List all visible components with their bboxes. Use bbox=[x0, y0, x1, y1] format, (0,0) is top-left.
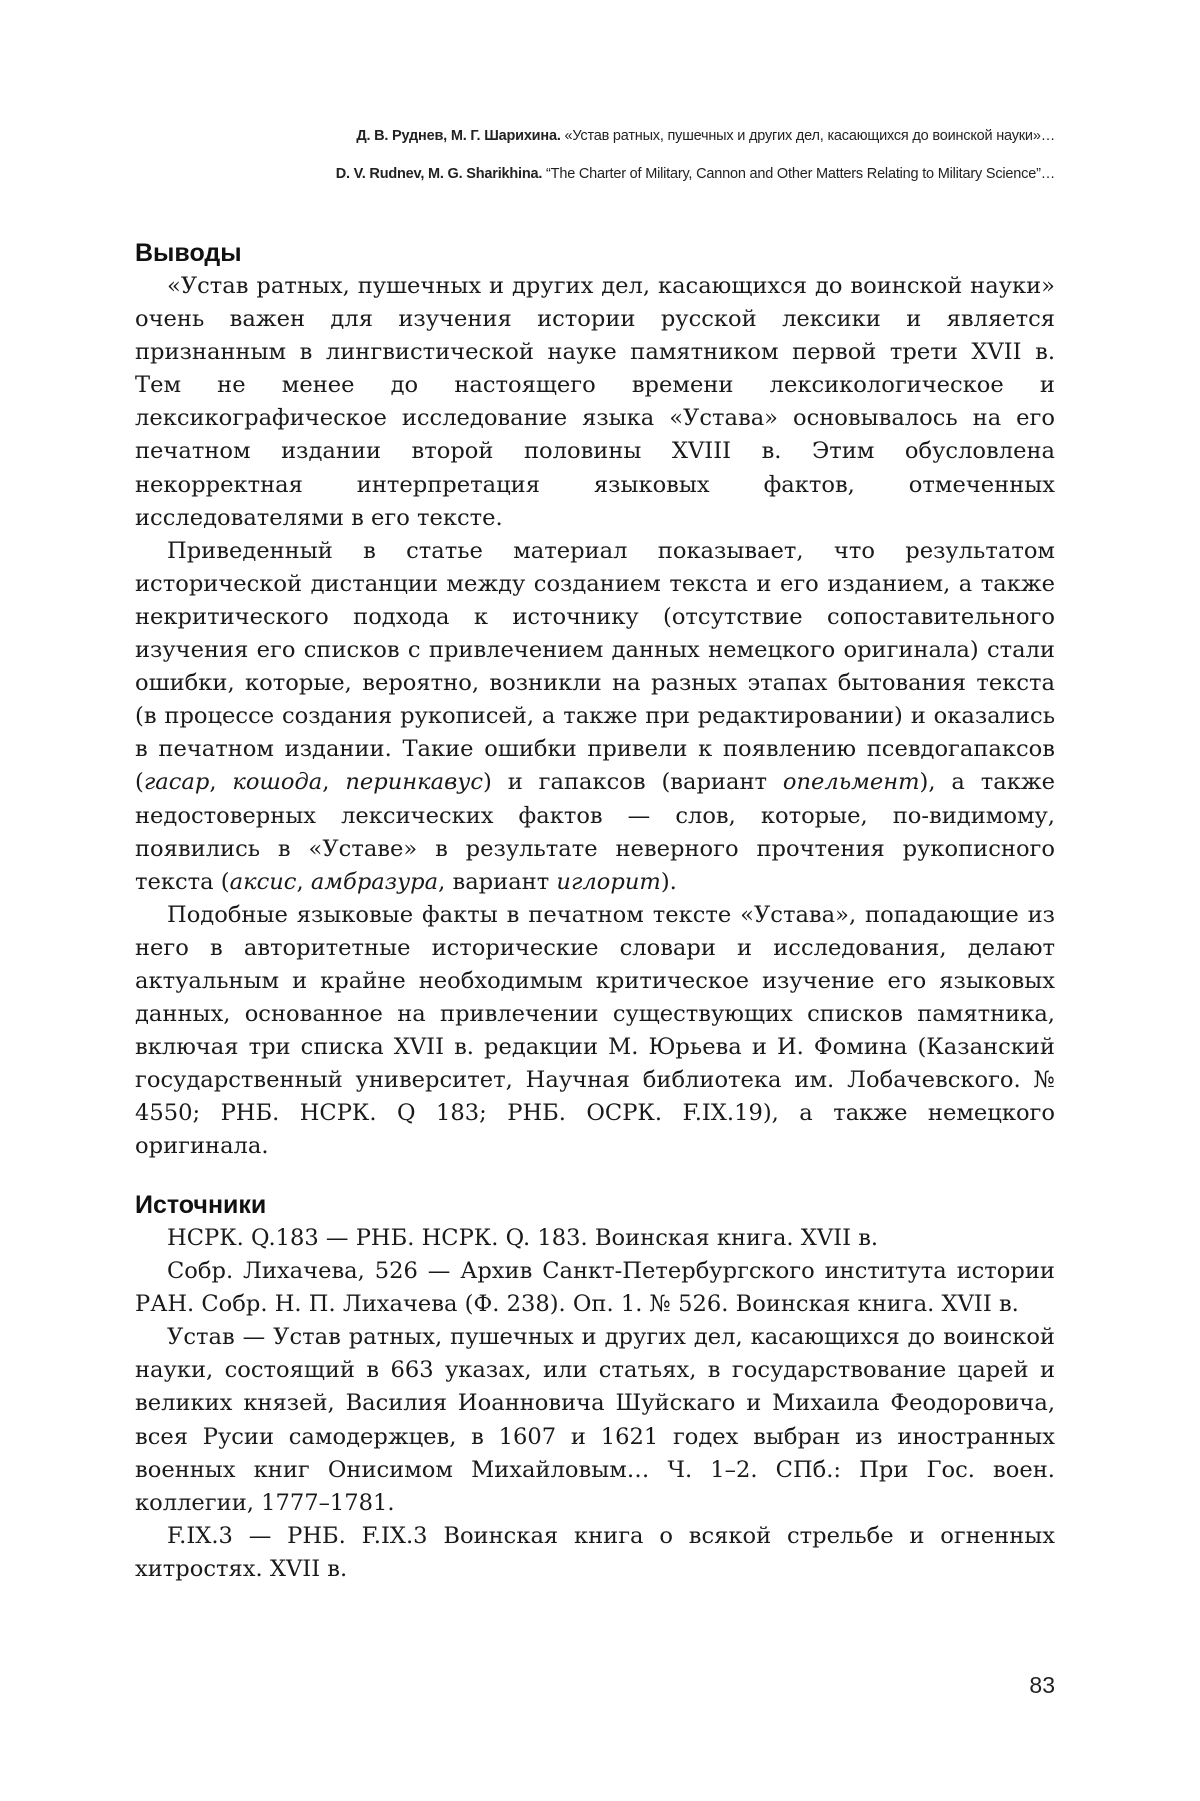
conclusions-paragraph-1: «Устав ратных, пушечных и других дел, касающихся до воинской науки» очень важен для изучения истории русской лексики и является признанным в лингвистической науке памятником первой трети XVII в. Тем не менее до настоящего времени лексикологическое и лексикографическое исследование языка «Устава» основывалось на его печатном издании второй половины XVIII в. Этим обусловлена некорректная интерпретация языковых фактов, отмеченных исследователями в его тексте. bbox=[135, 273, 1055, 531]
p2-sep-1: , bbox=[209, 769, 233, 796]
term-ambrazura: амбразура bbox=[310, 868, 439, 895]
p2-text-e: ). bbox=[660, 868, 677, 895]
conclusions-heading: Выводы bbox=[135, 239, 242, 267]
p2-text-d: , вариант bbox=[438, 868, 557, 895]
conclusions-paragraph-2 bbox=[135, 535, 1055, 899]
term-aksis: аксис bbox=[229, 868, 297, 895]
source-item: Собр. Лихачева, 526 — Архив Санкт-Петербургского института истории РАН. Собр. Н. П. Лихачева (Ф. 238). Оп. 1. № 526. Воинская книга. XVII в. bbox=[135, 1258, 1055, 1318]
source-item: НСРК. Q.183 — РНБ. НСРК. Q. 183. Воинская книга. XVII в. bbox=[167, 1225, 879, 1251]
p2-sep-2: , bbox=[322, 769, 346, 796]
p2-text-b: ) и гапаксов (вариант bbox=[483, 769, 783, 796]
p2-sep-3: , bbox=[296, 868, 311, 895]
sources-heading: Источники bbox=[135, 1191, 267, 1219]
conclusions-body bbox=[135, 270, 1055, 1164]
term-perinkavus: перинкавус bbox=[345, 769, 484, 796]
running-head-english bbox=[336, 166, 1055, 182]
source-item: Устав — Устав ратных, пушечных и других дел, касающихся до воинской науки, состоящий в 663 указах, или статьях, в государствование царей и великих князей, Василия Иоанновича Шуйскаго и Михаила Феодоровича, всея Русии самодержцев, в 1607 и 1621 годех выбран из иностранных военных книг Онисимом Михайловым… Ч. 1–2. СПб.: При Гос. воен. коллегии, 1777–1781. bbox=[135, 1324, 1055, 1516]
running-head-en-title: “The Charter of Military, Cannon and Other Matters Relating to Military Science”… bbox=[542, 166, 1055, 182]
conclusions-paragraph-3: Подобные языковые факты в печатном тексте «Устава», попадающие из него в авторитетные исторические словари и исследования, делают актуальным и крайне необходимым критическое изучение его языковых данных, основанное на привлечении существующих списков памятника, включая три списка XVII в. редакции М. Юрьева и И. Фомина (Казанский государственный университет, Научная библиотека им. Лобачевского. № 4550; РНБ. НСРК. Q 183; РНБ. ОСРК. F.IX.19), а также немецкого оригинала. bbox=[135, 901, 1055, 1160]
p2-text-a: Приведенный в статье материал показывает, что результатом исторической дистанции между созданием текста и его изданием, а также некритического подхода к источнику (отсутствие сопоставительного изучения его списков с привлечением данных немецкого оригинала) стали ошибки, которые, вероятно, возникли на разных этапах бытования текста (в процессе создания рукописей, а также при редактировании) и оказались в печатном издании. Такие ошибки привели к появлению псевдогапаксов ( bbox=[135, 537, 1055, 796]
p2-text-c: ), а также недостоверных лексических фактов — слов, которые, по-видимому, появились в «Уставе» в результате неверного прочтения рукописного текста ( bbox=[135, 769, 1055, 895]
term-iglorit: иглорит bbox=[556, 868, 661, 895]
term-koshoda: кошода bbox=[232, 769, 323, 796]
term-opelment: опельмент bbox=[782, 769, 920, 796]
page-number: 83 bbox=[1029, 1672, 1055, 1698]
running-head-ru-authors: Д. В. Руднев, М. Г. Шарихина. bbox=[356, 128, 561, 144]
sources-list bbox=[135, 1222, 1055, 1586]
source-item: F.IX.3 — РНБ. F.IX.3 Воинская книга о всякой стрельбе и огненных хитростях. XVII в. bbox=[135, 1522, 1055, 1582]
running-head-russian bbox=[356, 128, 1055, 144]
running-head-en-authors: D. V. Rudnev, M. G. Sharikhina. bbox=[335, 166, 543, 182]
running-head-ru-title: «Устав ратных, пушечных и других дел, касающихся до воинской науки»… bbox=[560, 128, 1055, 144]
term-gasar: гасар bbox=[143, 769, 210, 796]
